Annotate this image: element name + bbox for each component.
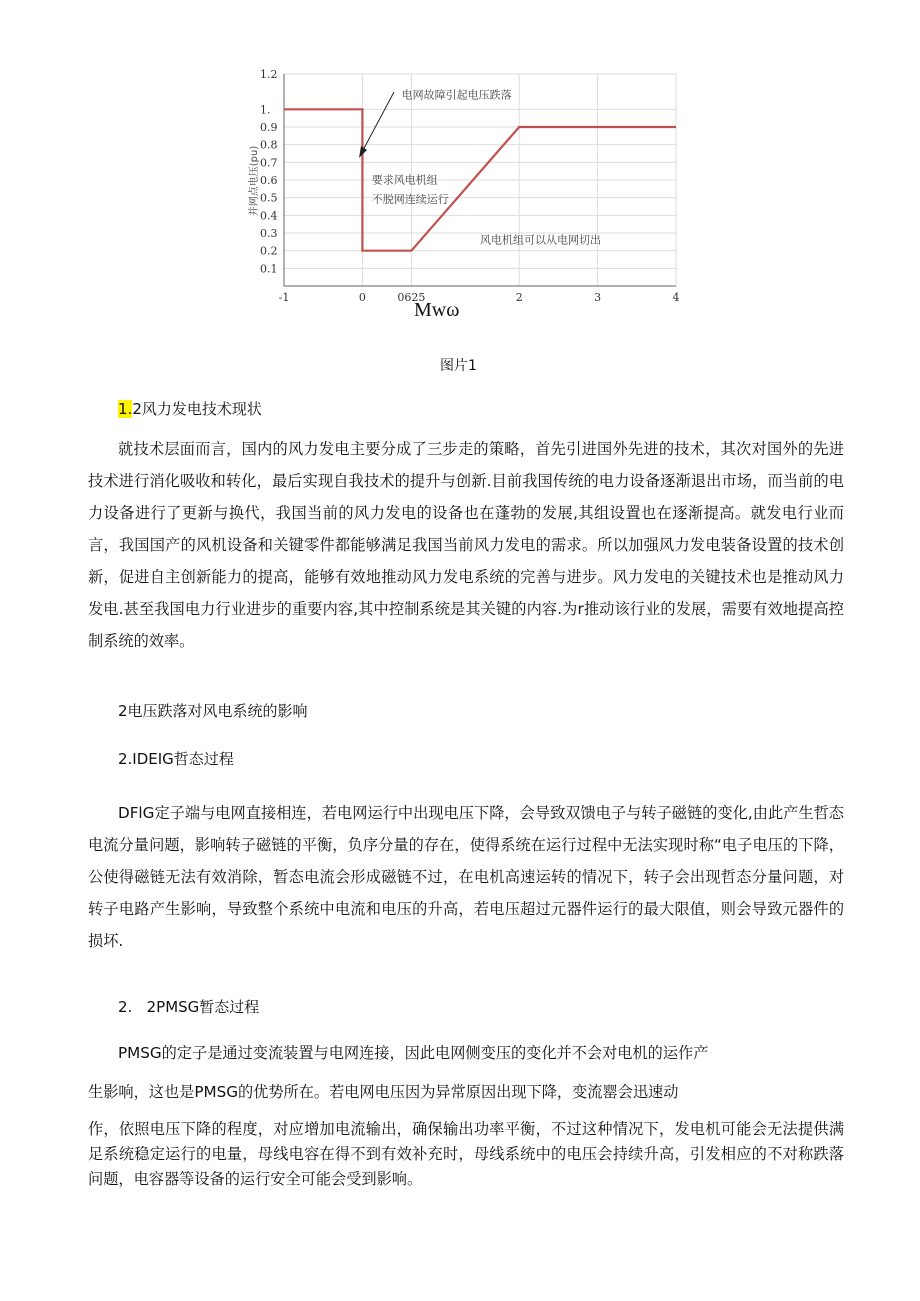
x-tick-label: 4 — [672, 291, 680, 304]
y-tick-label: 0.1 — [260, 262, 278, 276]
x-tick-labels — [279, 291, 680, 304]
chart-x-label: Mwω — [414, 299, 460, 321]
y-tick-label: 0.9 — [260, 121, 278, 134]
y-tick-label: 0.8 — [260, 138, 278, 152]
y-tick-label: 0.4 — [260, 209, 278, 223]
x-tick-label: 2 — [515, 291, 523, 304]
section-1-2-heading — [118, 398, 262, 419]
annotation-arrow — [362, 92, 394, 152]
section-2-1-heading: 2.IDEIG哲态过程 — [118, 750, 234, 768]
paragraph-tech-status: 就技术层面而言，国内的风力发电主要分成了三步走的策略，首先引进国外先进的技术，其次对国外的先进技术进行消化吸收和转化，最后实现自我技术的提升与创新.目前我国传统的电力设备逐渐退出市场，而当前的电力设备进行了更新与换代，我国当前的风力发电的设备也在蓬勃的发展,其组设置也在逐渐提高。就发电行业而言，我国国产的风机设备和关键零件都能够满足我国当前风力发电的需求。所以加强风力发电装备设置的技术创新，促进自主创新能力的提高，能够有效地推动风力发电系统的完善与进步。风力发电的关键技术也是推动风力发电.甚至我国电力行业进步的重要内容,其中控制系统是其关键的内容.为r推动该行业的发展，需要有效地提高控制系统的效率。 — [88, 440, 844, 650]
paragraph-pmsg-rest: 作，依照电压下降的程度，对应增加电流输出，确保输出功率平衡，不过这种情况下，发电机可能会无法提供满足系统稳定运行的电量，母线电容在得不到有效补充时，母线系统中的电压会持续升高，引发相应的不对称跌落问题，电容器等设备的运行安全可能会受到影响。 — [88, 1120, 844, 1188]
y-tick-label: 1.2 — [260, 68, 278, 81]
grid-lines — [284, 74, 676, 286]
y-axis-label: 并网点电压(pu) — [249, 145, 260, 217]
y-tick-label: 0.7 — [260, 156, 278, 170]
x-tick-label: 3 — [594, 291, 602, 304]
annotations — [372, 88, 601, 247]
x-tick-label: -1 — [278, 291, 290, 304]
annotation-text: 风电机组可以从电网切出 — [480, 233, 601, 247]
y-tick-label: 0.3 — [260, 227, 278, 240]
highlight-number: 1. — [118, 400, 133, 418]
x-tick-label: 0625 — [397, 291, 426, 304]
y-tick-label: 1. — [260, 103, 271, 117]
paragraph-dfig: DFlG定子端与电网直接相连，若电网运行中出现电压下降，会导致双馈电子与转子磁链的变化,由此产生哲态电流分量问题，影响转子磁链的平衡，负序分量的存在，使得系统在运行过程中无法实现时称“电子电压的下降，公使得磁链无法有效消除，暂态电流会形成磁链不过，在电机高速运转的情况下，转子会出现哲态分量问题，对转子电路产生影响，导致整个系统中电流和电压的升高，若电压超过元器件运行的最大限值，则会导致元器件的损坏. — [88, 804, 844, 950]
x-tick-label: 0 — [358, 291, 366, 304]
section-2-heading: 2电压跌落对风电系统的影响 — [118, 702, 308, 720]
annotation-text: 要求风电机组 — [371, 173, 438, 187]
figure-caption: 图片1 — [440, 358, 477, 374]
y-tick-labels — [260, 68, 278, 275]
voltage-dip-chart — [244, 66, 684, 316]
section-2-2-heading: 2. 2PMSG暂态过程 — [118, 998, 260, 1016]
y-tick-label: 0.2 — [260, 244, 278, 258]
y-tick-label: 0.5 — [260, 191, 278, 205]
paragraph-pmsg-line-2: 生影响，这也是PMSG的优势所在。若电网电压因为异常原因出现下降，变流罂会迅速动 — [88, 1083, 679, 1101]
annotation-text: 电网故障引起电压跌落 — [401, 88, 512, 102]
y-tick-label: 0.6 — [260, 174, 278, 187]
paragraph-pmsg-line-1: PMSG的定子是通过变流装置与电网连接，因此电网侧变压的变化并不会对电机的运作产 — [118, 1044, 709, 1062]
annotation-text: 不脱网连续运行 — [371, 192, 449, 206]
heading-text: 2风力发电技术现状 — [132, 400, 262, 418]
